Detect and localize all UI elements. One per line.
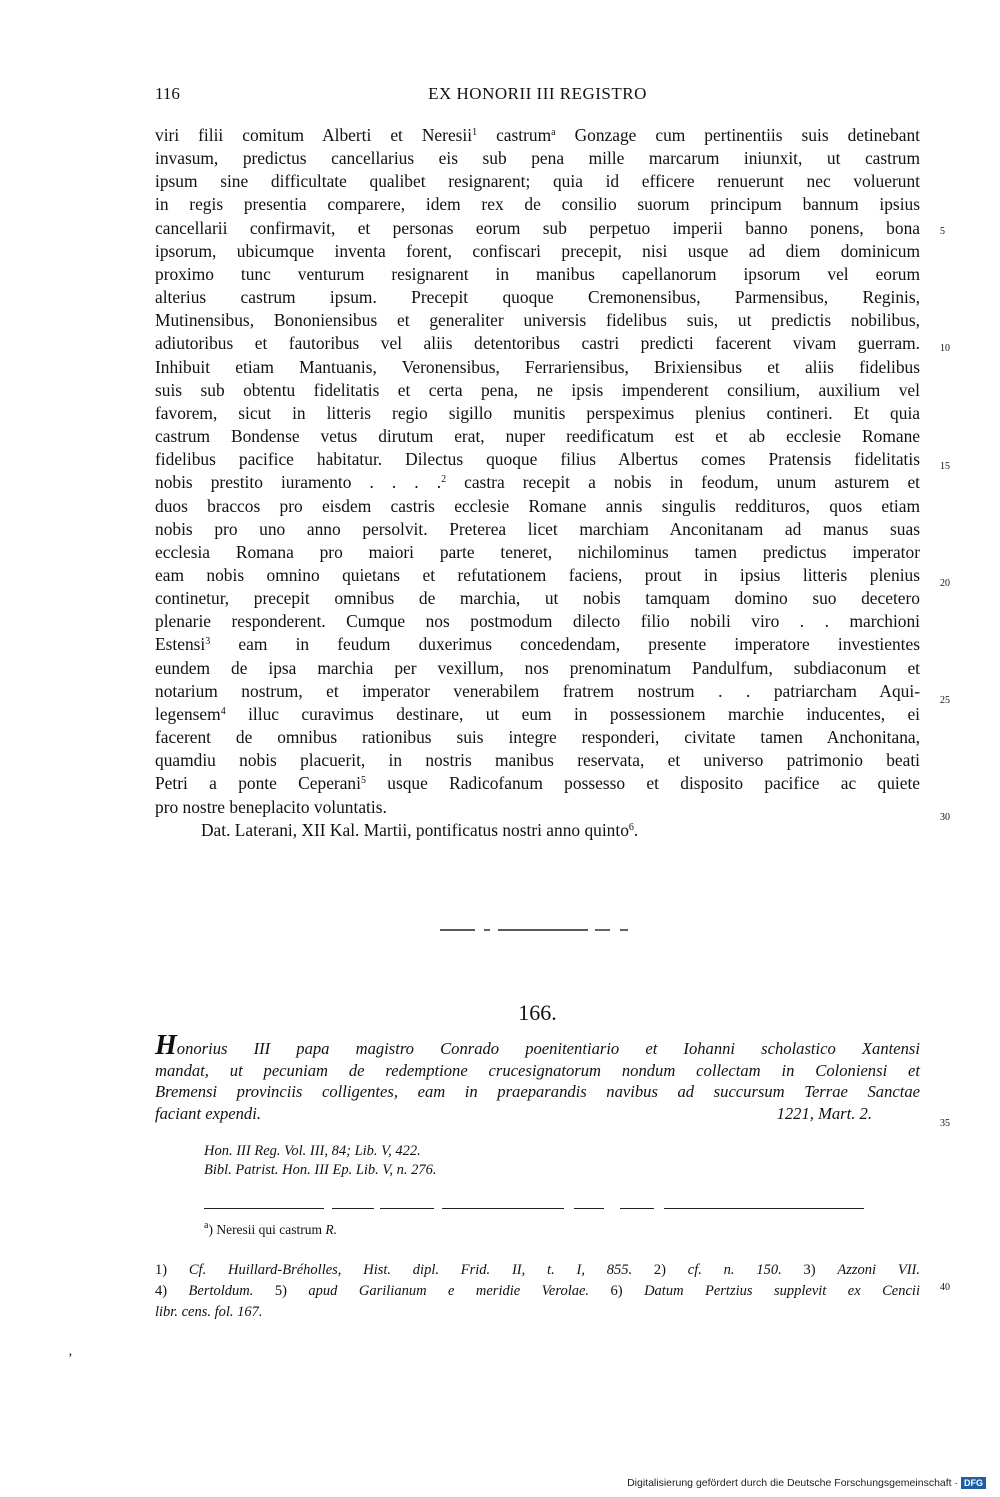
text-line bbox=[155, 819, 920, 842]
textual-footnote bbox=[204, 1222, 337, 1238]
citation-text: cf. n. 150. bbox=[687, 1262, 782, 1278]
text-line bbox=[155, 448, 920, 471]
text-line bbox=[155, 286, 920, 309]
footnote-reference: 6 bbox=[628, 821, 634, 833]
footnote-number: 1) bbox=[155, 1262, 189, 1278]
text-segment: illuc curavimus destinare, ut eum in possessionem marchie inducentes, ei bbox=[225, 703, 920, 724]
text-line bbox=[155, 610, 920, 633]
page-header bbox=[155, 84, 920, 108]
footnote-reference: a bbox=[551, 127, 556, 138]
text-line bbox=[155, 332, 920, 355]
text-line bbox=[155, 217, 920, 240]
text-line bbox=[155, 425, 920, 448]
text-segment: Mutinensibus, Bononiensibus et generaliter universis fidelibus suis, ut predictis nobilibus, bbox=[155, 310, 920, 331]
text-line bbox=[155, 471, 920, 494]
text-segment: fidelibus pacifice habitatur. Dilectus quoque filius Albertus comes Pratensis fidelitatis bbox=[155, 449, 920, 470]
citation-text: libr. cens. fol. 167. bbox=[155, 1304, 263, 1320]
text-segment: castrum bbox=[477, 125, 552, 145]
text-line bbox=[155, 749, 920, 772]
line-number: 15 bbox=[940, 461, 950, 472]
footer-text: Digitalisierung gefördert durch die Deutsche Forschungsgemeinschaft · bbox=[627, 1477, 958, 1489]
citation-text: Cf. Huillard-Bréholles, Hist. dipl. Frid. II, t. I, 855. bbox=[188, 1262, 633, 1278]
footnote-number: 2) bbox=[632, 1262, 688, 1278]
footnote-line bbox=[155, 1281, 920, 1302]
text-segment: castra recepit a nobis in feodum, unum asturem et bbox=[446, 472, 920, 493]
text-segment: ipsum sine difficultate qualibet resignarent; quia id efficere renuerunt nec voluerunt bbox=[155, 171, 920, 192]
text-segment: Gonzage cum pertinentiis suis detinebant bbox=[555, 125, 920, 145]
document-number: 166. bbox=[518, 1000, 557, 1025]
text-line bbox=[155, 495, 920, 518]
source-references bbox=[204, 1142, 437, 1180]
line-number: 25 bbox=[940, 695, 950, 706]
reference-line: Hon. III Reg. Vol. III, 84; Lib. V, 422. bbox=[204, 1143, 421, 1159]
page-number: 116 bbox=[155, 84, 180, 103]
footnote-line bbox=[155, 1302, 920, 1323]
line-number: 5 bbox=[940, 226, 945, 237]
text-segment: Estensi bbox=[155, 634, 206, 655]
text-segment: Dat. Laterani, XII Kal. Martii, pontificatus nostri anno quinto bbox=[201, 819, 629, 840]
text-segment: ecclesia Romana pro maiori parte teneret, nichilominus tamen predictus imperator bbox=[155, 541, 920, 562]
running-title: EX HONORII III REGISTRO bbox=[428, 84, 647, 103]
text-line bbox=[155, 680, 920, 703]
text-line bbox=[155, 726, 920, 749]
summary-line: Bremensi provinciis colligentes, eam in praeparandis navibus ad succursum Terrae Sanctae bbox=[155, 1082, 920, 1101]
footnote-number: 5) bbox=[253, 1283, 309, 1299]
footnote-reference: 5 bbox=[360, 775, 366, 787]
text-segment: Inhibuit etiam Mantuanis, Veronensibus, Ferrariensibus, Brixiensibus et aliis fidelibus bbox=[155, 356, 920, 377]
text-segment: plenarie responderent. Cumque nos postmodum dilecto filio nobili viro . . marchioni bbox=[155, 611, 920, 632]
text-segment: continetur, precepit omnibus de marchia, ut nobis tamquam domino suo decetero bbox=[155, 588, 920, 609]
section-divider bbox=[440, 928, 630, 932]
footnote-marker: a bbox=[204, 1220, 209, 1231]
text-segment: ipsorum, ubicumque inventa forent, confiscari precepit, nisi usque ad diem dominicum bbox=[155, 240, 920, 261]
line-number: 10 bbox=[940, 343, 950, 354]
text-segment: nobis pro uno anno persolvit. Preterea licet marchiam Anconitanam ad manus suas bbox=[155, 518, 920, 539]
text-segment: legensem bbox=[155, 703, 221, 724]
summary-line bbox=[155, 1103, 920, 1125]
drop-cap: H bbox=[155, 1030, 177, 1061]
text-segment: proximo tunc venturum resignarent in manibus capellanorum ipsorum vel eorum bbox=[155, 263, 920, 284]
text-segment: invasum, predictus cancellarius eis sub pena mille marcarum iniunxit, ut castrum bbox=[155, 148, 920, 169]
text-segment: in regis presentia comparere, idem rex de consilio suorum principum bannum ipsius bbox=[155, 194, 920, 215]
footnote-number: 3) bbox=[781, 1262, 838, 1278]
footnote-number: 6) bbox=[589, 1283, 645, 1299]
text-line bbox=[155, 657, 920, 680]
text-segment: suis sub obtentu fidelitatis et certa pena, ne ipsis impenderent consilium, auxilium vel bbox=[155, 379, 920, 400]
text-line bbox=[155, 402, 920, 425]
text-segment: pro nostre beneplacito voluntatis. bbox=[155, 796, 387, 817]
text-segment: viri filii comitum Alberti et Neresii bbox=[155, 125, 473, 145]
line-number: 20 bbox=[940, 578, 950, 589]
summary-text: onorius III papa magistro Conrado poenitentiario et Iohanni scholastico Xantensi bbox=[176, 1039, 920, 1058]
text-line bbox=[155, 124, 920, 147]
text-line bbox=[155, 309, 920, 332]
footnote-rule bbox=[204, 1197, 864, 1200]
citation-text: Bertoldum. bbox=[188, 1283, 254, 1299]
text-line bbox=[155, 518, 920, 541]
text-line bbox=[155, 240, 920, 263]
summary-text: faciant expendi. bbox=[155, 1103, 261, 1123]
text-segment: adiutoribus et fautoribus vel aliis detentoribus castri predicti facerent vivam guerram. bbox=[155, 333, 920, 354]
footnote-reference: 4 bbox=[220, 705, 226, 717]
line-number: 30 bbox=[940, 812, 950, 823]
text-line bbox=[155, 587, 920, 610]
text-line bbox=[155, 147, 920, 170]
text-line bbox=[155, 193, 920, 216]
text-line bbox=[155, 263, 920, 286]
text-segment: Petri a ponte Ceperani bbox=[155, 773, 361, 794]
text-segment: duos braccos pro eisdem castris ecclesie Romane annis singulis reddituros, quos etiam bbox=[155, 495, 920, 516]
text-segment: notarium nostrum, et imperator venerabilem fratrem nostrum . . patriarcham Aqui- bbox=[155, 680, 920, 701]
text-line bbox=[155, 356, 920, 379]
text-segment: facerent de omnibus rationibus suis integre responderi, civitate tamen Anchonitana, bbox=[155, 727, 920, 748]
digitization-footer bbox=[627, 1477, 986, 1489]
text-line bbox=[155, 633, 920, 656]
text-segment: nobis prestito iuramento . . . . bbox=[155, 472, 442, 493]
text-line bbox=[155, 541, 920, 564]
dfg-logo: DFG bbox=[961, 1477, 986, 1489]
text-segment: eam nobis omnino quietans et refutationem faciens, prout in ipsius litteris plenius bbox=[155, 564, 920, 585]
footnote-reference: 2 bbox=[441, 474, 447, 486]
regest-summary bbox=[155, 1030, 920, 1124]
line-number: 35 bbox=[940, 1118, 950, 1129]
text-segment: favorem, sicut in litteris regio sigillo munitis perspeximus plenius contineri. Et quia bbox=[155, 402, 920, 423]
text-segment: cancellarii confirmavit, et personas eorum sub perpetuo imperii banno ponens, bona bbox=[155, 217, 920, 238]
text-line bbox=[155, 703, 920, 726]
citation-text: Azzoni VII. bbox=[837, 1262, 920, 1278]
text-line bbox=[155, 379, 920, 402]
text-line bbox=[155, 772, 920, 795]
text-segment: eam in feudum duxerimus concedendam, presente imperatore investientes bbox=[210, 634, 920, 655]
manuscript-siglum: R. bbox=[325, 1222, 338, 1237]
text-segment: castrum Bondense vetus dirutum erat, nuper reedificatum est et ab ecclesie Romane bbox=[155, 426, 920, 447]
text-segment: quamdiu nobis placuerit, in nostris manibus reservata, et universo patrimonio beati bbox=[155, 750, 920, 771]
text-line bbox=[155, 796, 920, 819]
main-text bbox=[155, 124, 920, 842]
citation-text: Datum Pertzius supplevit ex Cencii bbox=[644, 1283, 920, 1299]
stray-mark: ‚ bbox=[68, 1344, 73, 1359]
text-line bbox=[155, 564, 920, 587]
text-segment: . bbox=[633, 819, 639, 840]
footnote-line bbox=[155, 1260, 920, 1281]
summary-line: mandat, ut pecuniam de redemptione crucesignatorum nondum collectam in Coloniensi et bbox=[155, 1060, 920, 1080]
text-segment: eundem de ipsa marchia per vexillum, nos prenominatum Pandulfum, subdiaconum et bbox=[155, 657, 920, 678]
document-date: 1221, Mart. 2. bbox=[776, 1103, 872, 1123]
text-segment: alterius castrum ipsum. Precepit quoque Cremonensibus, Parmensibus, Reginis, bbox=[155, 287, 920, 308]
footnote-text: ) Neresii qui castrum bbox=[208, 1222, 326, 1237]
line-number: 40 bbox=[940, 1282, 950, 1293]
reference-line: Bibl. Patrist. Hon. III Ep. Lib. V, n. 276. bbox=[204, 1162, 437, 1178]
footnote-reference: 1 bbox=[472, 127, 478, 138]
historical-footnotes bbox=[155, 1260, 920, 1323]
footnote-reference: 3 bbox=[205, 636, 211, 648]
summary-line bbox=[155, 1030, 920, 1061]
text-segment: usque Radicofanum possesso et disposito pacifice ac quiete bbox=[365, 773, 921, 794]
text-line bbox=[155, 170, 920, 193]
footnote-number: 4) bbox=[155, 1283, 189, 1299]
citation-text: apud Garilianum e meridie Verolae. bbox=[308, 1283, 590, 1299]
